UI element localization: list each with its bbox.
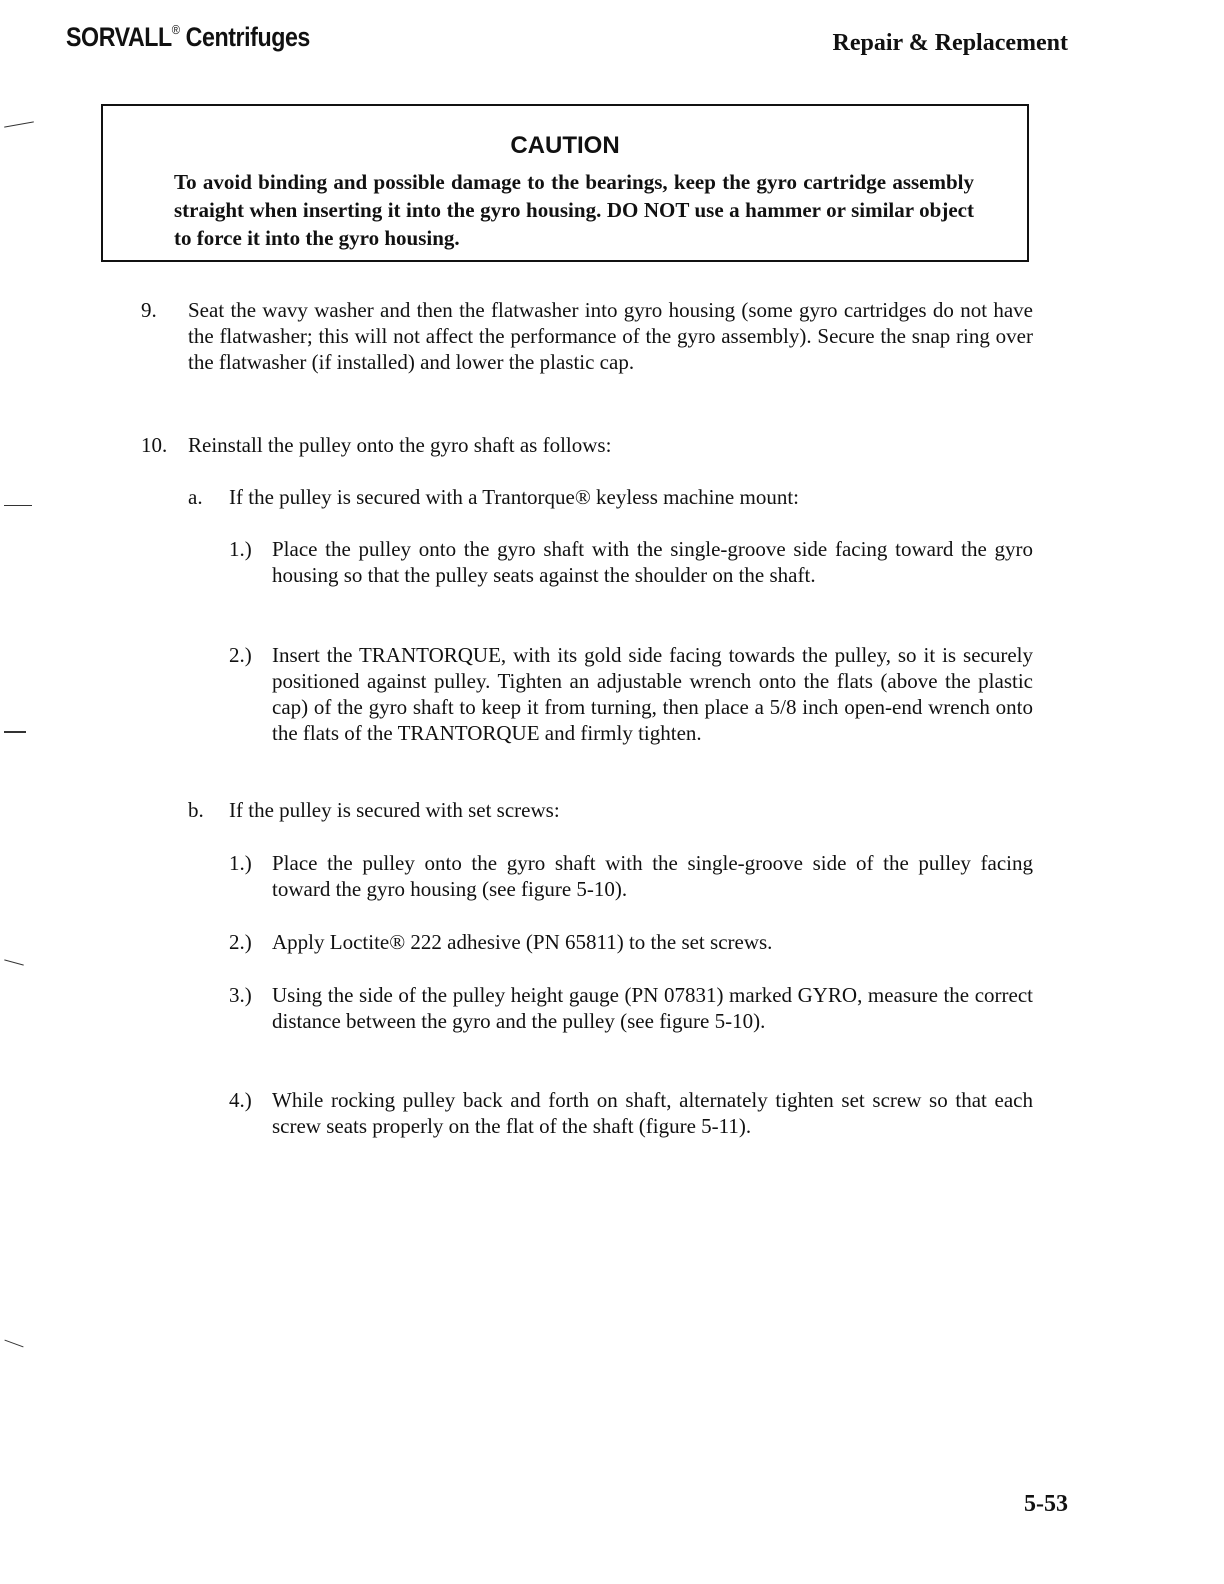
manual-title [66,22,310,53]
substep-b-item-3-number: 3.) [229,983,252,1007]
margin-mark [4,731,26,733]
substep-a-item-1-number: 1.) [229,537,252,561]
step-9-number: 9. [141,298,157,322]
substep-b-item-2-number: 2.) [229,930,252,954]
substep-b-item-3-text: Using the side of the pulley height gauge (PN 07831) marked GYRO, measure the correct distance between the gyro and the pulley (see figure 5-10). [272,983,1033,1033]
substep-b-letter: b. [188,798,204,822]
section-title: Repair & Replacement [832,30,1068,56]
registered-mark: ® [171,22,180,37]
substep-a-item-1-text: Place the pulley onto the gyro shaft with the single-groove side facing toward the gyro housing so that the pulley seats against the shoulder on the shaft. [272,537,1033,587]
substep-b-item-4-number: 4.) [229,1088,252,1112]
substep-b-item-1-number: 1.) [229,851,252,875]
step-9-text: Seat the wavy washer and then the flatwasher into gyro housing (some gyro cartridges do not have the flatwasher; this will not affect the performance of the gyro assembly). Secure the snap ring over the flatwasher (if installed) and lower the plastic cap. [188,298,1033,374]
substep-a-item-2-number: 2.) [229,643,252,667]
substep-b-item-4-text: While rocking pulley back and forth on shaft, alternately tighten set screw so that each screw seats properly on the flat of the shaft (figure 5-11). [272,1088,1033,1138]
substep-a-text: If the pulley is secured with a Trantorque® keyless machine mount: [229,485,800,509]
substep-a-item-2-text: Insert the TRANTORQUE, with its gold side facing towards the pulley, so it is securely positioned against pulley. Tighten an adjustable wrench onto the flats (above the plastic cap) of the gyro shaft to keep it from turning, then place a 5/8 inch open-end wrench onto the flats of the TRANTORQUE and firmly tighten. [272,643,1033,745]
substep-a-letter: a. [188,485,203,509]
substep-b-item-2-text: Apply Loctite® 222 adhesive (PN 65811) to the set screws. [272,930,773,954]
brand-name: SORVALL [66,22,172,52]
step-10-text: Reinstall the pulley onto the gyro shaft as follows: [188,433,612,457]
step-10-number: 10. [141,433,168,457]
caution-text: To avoid binding and possible damage to the bearings, keep the gyro cartridge assembly straight when inserting it into the gyro housing. DO NOT use a hammer or similar object to force it into the gyro housing. [174,170,974,250]
brand-suffix: Centrifuges [179,22,310,52]
margin-mark [4,505,32,506]
margin-mark [4,1340,23,1348]
substep-b-item-1-text: Place the pulley onto the gyro shaft with the single-groove side of the pulley facing toward the gyro housing (see figure 5-10). [272,851,1033,901]
margin-mark [4,121,34,127]
caution-title: CAUTION [510,132,620,159]
caution-box [101,104,1029,262]
page-number: 5-53 [1024,1491,1068,1517]
substep-b-text: If the pulley is secured with set screws: [229,798,560,822]
margin-mark [4,959,24,965]
